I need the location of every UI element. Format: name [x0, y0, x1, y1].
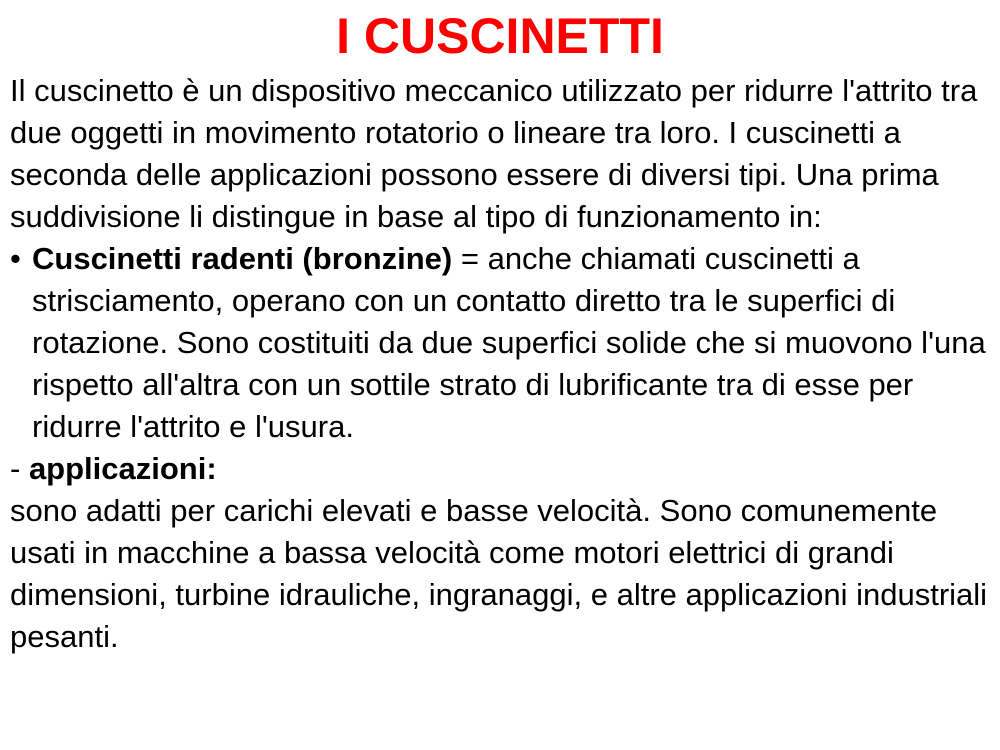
page-title: I CUSCINETTI: [336, 8, 664, 64]
applications-prefix: -: [10, 451, 29, 486]
bullet-term: Cuscinetti radenti (bronzine): [32, 241, 453, 276]
bullet-marker: •: [10, 241, 21, 276]
applications-heading: [10, 448, 995, 490]
applications-label: applicazioni:: [28, 451, 217, 486]
slide-body: [10, 70, 995, 658]
bullet-description: = anche chiamati cuscinetti a strisciamento, operano con un contatto diretto tra le superfici di rotazione. Sono costituiti da due superfici solide che si muovono l'una rispetto all'altra con un sottile strato di lubrificante tra di esse per ridurre l'attrito e l'usura.: [32, 241, 986, 444]
intro-paragraph: Il cuscinetto è un dispositivo meccanico utilizzato per ridurre l'attrito tra due oggetti in movimento rotatorio o lineare tra loro. I cuscinetti a seconda delle applicazioni possono essere di diversi tipi. Una prima suddivisione li distingue in base al tipo di funzionamento in:: [10, 73, 978, 234]
applications-paragraph: sono adatti per carichi elevati e basse velocità. Sono comunemente usati in macchine a bassa velocità come motori elettrici di grandi dimensioni, turbine idrauliche, ingranaggi, e altre applicazioni industriali pesanti.: [10, 493, 988, 654]
bullet-item-radenti: [10, 238, 995, 448]
